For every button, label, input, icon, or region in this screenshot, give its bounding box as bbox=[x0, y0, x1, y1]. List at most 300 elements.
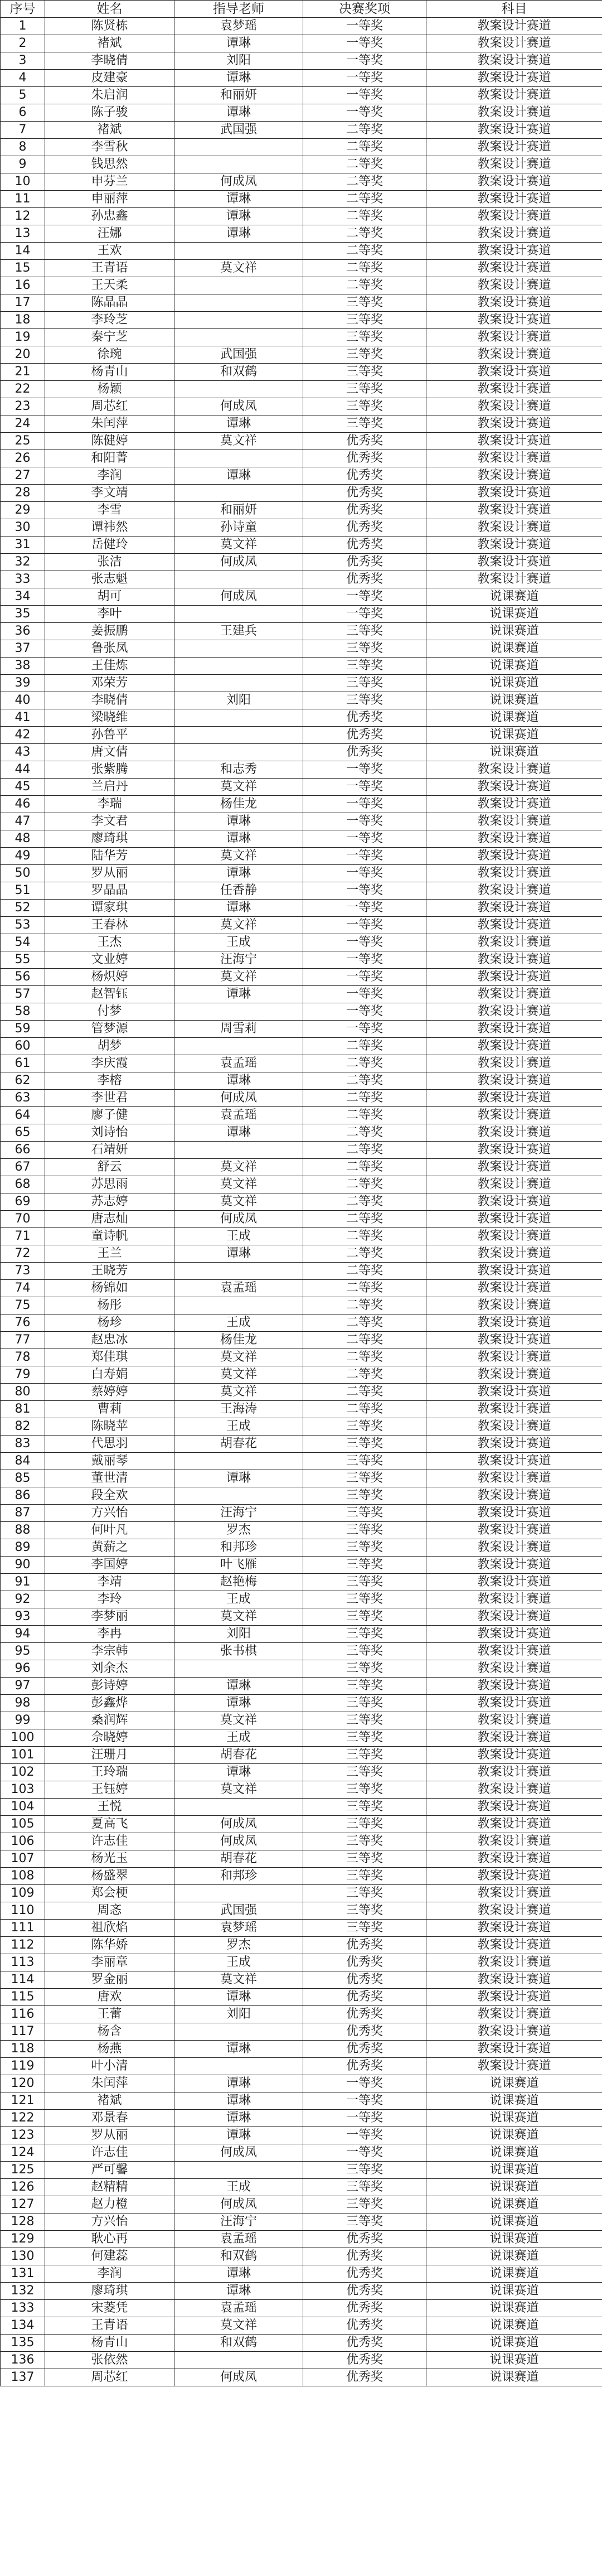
cell-name: 陈华娇 bbox=[45, 1937, 174, 1954]
cell-index: 78 bbox=[1, 1349, 45, 1366]
cell-name: 梁晓维 bbox=[45, 709, 174, 727]
cell-award: 优秀奖 bbox=[303, 2023, 426, 2041]
cell-advisor bbox=[174, 1799, 303, 1816]
cell-name: 文业婷 bbox=[45, 951, 174, 969]
cell-award: 一等奖 bbox=[303, 2110, 426, 2127]
cell-track: 教案设计赛道 bbox=[426, 415, 602, 433]
cell-track: 教案设计赛道 bbox=[426, 1833, 602, 1850]
cell-advisor bbox=[174, 744, 303, 761]
cell-advisor: 谭琳 bbox=[174, 467, 303, 485]
cell-track: 说课赛道 bbox=[426, 2127, 602, 2144]
cell-index: 59 bbox=[1, 1021, 45, 1038]
cell-index: 16 bbox=[1, 277, 45, 294]
cell-track: 教案设计赛道 bbox=[426, 848, 602, 865]
cell-advisor: 杨佳龙 bbox=[174, 1332, 303, 1349]
cell-index: 69 bbox=[1, 1193, 45, 1211]
cell-track: 教案设计赛道 bbox=[426, 35, 602, 52]
cell-award: 二等奖 bbox=[303, 1349, 426, 1366]
cell-award: 一等奖 bbox=[303, 813, 426, 830]
cell-name: 李文君 bbox=[45, 813, 174, 830]
table-row bbox=[1, 1142, 602, 1159]
cell-award: 优秀奖 bbox=[303, 571, 426, 588]
cell-track: 教案设计赛道 bbox=[426, 1937, 602, 1954]
cell-index: 51 bbox=[1, 882, 45, 900]
cell-advisor: 谭琳 bbox=[174, 1695, 303, 1712]
cell-name: 褚斌 bbox=[45, 35, 174, 52]
cell-award: 优秀奖 bbox=[303, 2248, 426, 2265]
cell-advisor: 刘阳 bbox=[174, 1626, 303, 1643]
cell-name: 李雪秋 bbox=[45, 139, 174, 156]
table-row bbox=[1, 1712, 602, 1729]
cell-award: 三等奖 bbox=[303, 1522, 426, 1539]
cell-advisor: 何成凤 bbox=[174, 1833, 303, 1850]
cell-index: 95 bbox=[1, 1643, 45, 1660]
table-row bbox=[1, 571, 602, 588]
cell-index: 21 bbox=[1, 364, 45, 381]
cell-track: 教案设计赛道 bbox=[426, 1660, 602, 1678]
cell-advisor: 何成凤 bbox=[174, 398, 303, 415]
cell-index: 124 bbox=[1, 2144, 45, 2162]
cell-track: 教案设计赛道 bbox=[426, 813, 602, 830]
cell-award: 一等奖 bbox=[303, 588, 426, 606]
cell-award: 三等奖 bbox=[303, 1868, 426, 1885]
cell-advisor: 谭琳 bbox=[174, 1764, 303, 1781]
table-body bbox=[1, 18, 602, 2386]
cell-index: 90 bbox=[1, 1557, 45, 1574]
table-row bbox=[1, 467, 602, 485]
cell-award: 二等奖 bbox=[303, 1297, 426, 1314]
table-row bbox=[1, 606, 602, 623]
table-row bbox=[1, 1781, 602, 1799]
cell-award: 三等奖 bbox=[303, 1505, 426, 1522]
table-row bbox=[1, 2369, 602, 2386]
table-row bbox=[1, 1574, 602, 1591]
cell-name: 赵智钰 bbox=[45, 986, 174, 1003]
cell-advisor: 袁孟瑶 bbox=[174, 1055, 303, 1072]
cell-advisor: 胡春花 bbox=[174, 1436, 303, 1453]
table-row bbox=[1, 139, 602, 156]
cell-index: 46 bbox=[1, 796, 45, 813]
cell-track: 说课赛道 bbox=[426, 2248, 602, 2265]
column-header-name: 姓名 bbox=[45, 1, 174, 18]
cell-index: 110 bbox=[1, 1902, 45, 1920]
cell-advisor bbox=[174, 1263, 303, 1280]
cell-index: 91 bbox=[1, 1574, 45, 1591]
cell-advisor bbox=[174, 1660, 303, 1678]
cell-name: 杨珍 bbox=[45, 1314, 174, 1332]
cell-advisor bbox=[174, 243, 303, 260]
cell-track: 教案设计赛道 bbox=[426, 796, 602, 813]
cell-index: 114 bbox=[1, 1971, 45, 1989]
cell-name: 王欢 bbox=[45, 243, 174, 260]
cell-award: 三等奖 bbox=[303, 692, 426, 709]
cell-index: 54 bbox=[1, 934, 45, 951]
table-row bbox=[1, 640, 602, 658]
cell-index: 63 bbox=[1, 1090, 45, 1107]
table-row bbox=[1, 1349, 602, 1366]
cell-advisor: 何成凤 bbox=[174, 2144, 303, 2162]
cell-track: 说课赛道 bbox=[426, 2179, 602, 2196]
cell-index: 94 bbox=[1, 1626, 45, 1643]
table-row bbox=[1, 1055, 602, 1072]
cell-track: 说课赛道 bbox=[426, 727, 602, 744]
cell-advisor: 莫文祥 bbox=[174, 1176, 303, 1193]
cell-index: 19 bbox=[1, 329, 45, 346]
cell-name: 何建蕊 bbox=[45, 2248, 174, 2265]
cell-index: 37 bbox=[1, 640, 45, 658]
cell-index: 22 bbox=[1, 381, 45, 398]
cell-track: 教案设计赛道 bbox=[426, 1643, 602, 1660]
table-row bbox=[1, 1522, 602, 1539]
cell-index: 118 bbox=[1, 2041, 45, 2058]
cell-award: 三等奖 bbox=[303, 1781, 426, 1799]
table-row bbox=[1, 277, 602, 294]
cell-track: 教案设计赛道 bbox=[426, 1487, 602, 1505]
table-row bbox=[1, 1384, 602, 1401]
cell-name: 邓荣芳 bbox=[45, 675, 174, 692]
table-row bbox=[1, 796, 602, 813]
cell-award: 三等奖 bbox=[303, 1747, 426, 1764]
cell-index: 36 bbox=[1, 623, 45, 640]
cell-award: 三等奖 bbox=[303, 1799, 426, 1816]
cell-name: 董世清 bbox=[45, 1470, 174, 1487]
cell-index: 100 bbox=[1, 1729, 45, 1747]
cell-advisor bbox=[174, 640, 303, 658]
cell-track: 教案设计赛道 bbox=[426, 1885, 602, 1902]
cell-track: 教案设计赛道 bbox=[426, 900, 602, 917]
cell-name: 钱思然 bbox=[45, 156, 174, 173]
cell-index: 105 bbox=[1, 1816, 45, 1833]
cell-name: 廖琦琪 bbox=[45, 2283, 174, 2300]
table-row bbox=[1, 882, 602, 900]
cell-track: 教案设计赛道 bbox=[426, 2041, 602, 2058]
cell-award: 三等奖 bbox=[303, 1660, 426, 1678]
cell-advisor: 王成 bbox=[174, 1418, 303, 1436]
cell-index: 117 bbox=[1, 2023, 45, 2041]
table-row bbox=[1, 381, 602, 398]
cell-name: 刘余杰 bbox=[45, 1660, 174, 1678]
cell-name: 夏高飞 bbox=[45, 1816, 174, 1833]
cell-award: 三等奖 bbox=[303, 1885, 426, 1902]
cell-award: 三等奖 bbox=[303, 1678, 426, 1695]
cell-name: 褚斌 bbox=[45, 2092, 174, 2110]
cell-advisor bbox=[174, 571, 303, 588]
table-row bbox=[1, 1487, 602, 1505]
table-row bbox=[1, 537, 602, 554]
table-row bbox=[1, 2006, 602, 2023]
cell-index: 6 bbox=[1, 104, 45, 122]
cell-index: 38 bbox=[1, 658, 45, 675]
cell-advisor: 谭琳 bbox=[174, 2265, 303, 2283]
cell-advisor: 谭琳 bbox=[174, 986, 303, 1003]
cell-advisor: 莫文祥 bbox=[174, 779, 303, 796]
cell-name: 朱闰萍 bbox=[45, 2075, 174, 2092]
cell-name: 李庆霞 bbox=[45, 1055, 174, 1072]
cell-award: 二等奖 bbox=[303, 1055, 426, 1072]
cell-advisor bbox=[174, 1038, 303, 1055]
table-row bbox=[1, 2075, 602, 2092]
cell-advisor: 王成 bbox=[174, 934, 303, 951]
cell-name: 白寿娟 bbox=[45, 1366, 174, 1384]
cell-track: 说课赛道 bbox=[426, 709, 602, 727]
cell-name: 陈贤栋 bbox=[45, 18, 174, 35]
cell-advisor: 汪海宁 bbox=[174, 951, 303, 969]
cell-advisor: 谭琳 bbox=[174, 865, 303, 882]
table-row bbox=[1, 1937, 602, 1954]
cell-track: 说课赛道 bbox=[426, 2110, 602, 2127]
table-row bbox=[1, 1211, 602, 1228]
cell-track: 教案设计赛道 bbox=[426, 1038, 602, 1055]
table-row bbox=[1, 1747, 602, 1764]
cell-advisor bbox=[174, 329, 303, 346]
cell-name: 彭诗婷 bbox=[45, 1678, 174, 1695]
cell-index: 67 bbox=[1, 1159, 45, 1176]
cell-name: 皮建豪 bbox=[45, 70, 174, 87]
cell-name: 周芯红 bbox=[45, 2369, 174, 2386]
table-row bbox=[1, 1868, 602, 1885]
cell-advisor: 莫文祥 bbox=[174, 433, 303, 450]
cell-index: 15 bbox=[1, 260, 45, 277]
cell-award: 二等奖 bbox=[303, 122, 426, 139]
cell-index: 76 bbox=[1, 1314, 45, 1332]
cell-advisor: 何成凤 bbox=[174, 173, 303, 191]
cell-advisor: 莫文祥 bbox=[174, 1159, 303, 1176]
table-row bbox=[1, 1470, 602, 1487]
cell-award: 一等奖 bbox=[303, 52, 426, 70]
cell-name: 申芬兰 bbox=[45, 173, 174, 191]
cell-track: 说课赛道 bbox=[426, 2369, 602, 2386]
cell-award: 二等奖 bbox=[303, 191, 426, 208]
table-row bbox=[1, 2317, 602, 2335]
cell-index: 96 bbox=[1, 1660, 45, 1678]
cell-award: 二等奖 bbox=[303, 1314, 426, 1332]
cell-advisor: 何成凤 bbox=[174, 554, 303, 571]
cell-index: 35 bbox=[1, 606, 45, 623]
cell-track: 教案设计赛道 bbox=[426, 173, 602, 191]
cell-index: 131 bbox=[1, 2265, 45, 2283]
table-row bbox=[1, 208, 602, 225]
cell-track: 教案设计赛道 bbox=[426, 18, 602, 35]
cell-advisor: 莫文祥 bbox=[174, 1349, 303, 1366]
cell-advisor: 谭琳 bbox=[174, 2110, 303, 2127]
cell-track: 说课赛道 bbox=[426, 640, 602, 658]
cell-name: 秦宁芝 bbox=[45, 329, 174, 346]
cell-track: 教案设计赛道 bbox=[426, 2023, 602, 2041]
table-row bbox=[1, 398, 602, 415]
cell-track: 教案设计赛道 bbox=[426, 450, 602, 467]
cell-advisor: 谭琳 bbox=[174, 191, 303, 208]
cell-track: 教案设计赛道 bbox=[426, 87, 602, 104]
cell-award: 一等奖 bbox=[303, 87, 426, 104]
table-row bbox=[1, 692, 602, 709]
cell-index: 64 bbox=[1, 1107, 45, 1124]
cell-award: 三等奖 bbox=[303, 1487, 426, 1505]
cell-advisor: 王海涛 bbox=[174, 1401, 303, 1418]
table-row bbox=[1, 1193, 602, 1211]
cell-award: 三等奖 bbox=[303, 1539, 426, 1557]
table-row bbox=[1, 2092, 602, 2110]
table-row bbox=[1, 2110, 602, 2127]
cell-advisor: 莫文祥 bbox=[174, 2317, 303, 2335]
cell-name: 王悦 bbox=[45, 1799, 174, 1816]
cell-name: 杨锦如 bbox=[45, 1280, 174, 1297]
table-row bbox=[1, 1626, 602, 1643]
cell-advisor: 和双鹤 bbox=[174, 2335, 303, 2352]
table-row bbox=[1, 433, 602, 450]
cell-index: 107 bbox=[1, 1850, 45, 1868]
cell-advisor: 刘阳 bbox=[174, 692, 303, 709]
cell-award: 二等奖 bbox=[303, 1384, 426, 1401]
table-row bbox=[1, 485, 602, 502]
cell-award: 三等奖 bbox=[303, 1643, 426, 1660]
cell-advisor: 和双鹤 bbox=[174, 364, 303, 381]
cell-award: 三等奖 bbox=[303, 1920, 426, 1937]
cell-advisor: 王成 bbox=[174, 1314, 303, 1332]
cell-index: 26 bbox=[1, 450, 45, 467]
table-row bbox=[1, 969, 602, 986]
cell-advisor: 莫文祥 bbox=[174, 260, 303, 277]
cell-name: 胡梦 bbox=[45, 1038, 174, 1055]
cell-track: 教案设计赛道 bbox=[426, 1124, 602, 1142]
cell-track: 教案设计赛道 bbox=[426, 52, 602, 70]
table-row bbox=[1, 623, 602, 640]
cell-track: 说课赛道 bbox=[426, 2196, 602, 2213]
cell-track: 教案设计赛道 bbox=[426, 2058, 602, 2075]
cell-award: 一等奖 bbox=[303, 1003, 426, 1021]
cell-award: 一等奖 bbox=[303, 830, 426, 848]
cell-advisor: 谭琳 bbox=[174, 2283, 303, 2300]
cell-name: 郑佳琪 bbox=[45, 1349, 174, 1366]
cell-award: 一等奖 bbox=[303, 986, 426, 1003]
cell-name: 刘诗怡 bbox=[45, 1124, 174, 1142]
cell-advisor: 谭琳 bbox=[174, 1989, 303, 2006]
cell-advisor: 谭琳 bbox=[174, 1470, 303, 1487]
cell-award: 三等奖 bbox=[303, 1418, 426, 1436]
cell-award: 一等奖 bbox=[303, 18, 426, 35]
cell-advisor: 谭琳 bbox=[174, 2075, 303, 2092]
table-row bbox=[1, 225, 602, 243]
table-row bbox=[1, 2300, 602, 2317]
cell-award: 一等奖 bbox=[303, 848, 426, 865]
cell-advisor: 何成凤 bbox=[174, 2196, 303, 2213]
cell-name: 王青语 bbox=[45, 2317, 174, 2335]
cell-track: 教案设计赛道 bbox=[426, 485, 602, 502]
table-row bbox=[1, 156, 602, 173]
table-row bbox=[1, 1436, 602, 1453]
cell-track: 教案设计赛道 bbox=[426, 381, 602, 398]
cell-name: 戴丽琴 bbox=[45, 1453, 174, 1470]
cell-name: 杨盛翠 bbox=[45, 1868, 174, 1885]
cell-award: 三等奖 bbox=[303, 415, 426, 433]
cell-advisor bbox=[174, 727, 303, 744]
cell-award: 一等奖 bbox=[303, 865, 426, 882]
cell-track: 教案设计赛道 bbox=[426, 1384, 602, 1401]
cell-name: 苏思雨 bbox=[45, 1176, 174, 1193]
cell-name: 褚斌 bbox=[45, 122, 174, 139]
cell-index: 12 bbox=[1, 208, 45, 225]
cell-advisor: 何成凤 bbox=[174, 1211, 303, 1228]
cell-track: 教案设计赛道 bbox=[426, 139, 602, 156]
table-row bbox=[1, 658, 602, 675]
cell-track: 教案设计赛道 bbox=[426, 830, 602, 848]
cell-track: 教案设计赛道 bbox=[426, 1107, 602, 1124]
cell-advisor: 何成凤 bbox=[174, 2369, 303, 2386]
cell-index: 30 bbox=[1, 519, 45, 537]
table-row bbox=[1, 1989, 602, 2006]
cell-index: 104 bbox=[1, 1799, 45, 1816]
cell-name: 段全欢 bbox=[45, 1487, 174, 1505]
table-row bbox=[1, 813, 602, 830]
table-row bbox=[1, 709, 602, 727]
cell-track: 教案设计赛道 bbox=[426, 571, 602, 588]
cell-track: 说课赛道 bbox=[426, 675, 602, 692]
cell-award: 一等奖 bbox=[303, 2127, 426, 2144]
cell-award: 三等奖 bbox=[303, 294, 426, 312]
cell-advisor: 何成凤 bbox=[174, 1816, 303, 1833]
cell-name: 张洁 bbox=[45, 554, 174, 571]
cell-index: 65 bbox=[1, 1124, 45, 1142]
cell-advisor bbox=[174, 2352, 303, 2369]
table-row bbox=[1, 934, 602, 951]
cell-track: 教案设计赛道 bbox=[426, 1902, 602, 1920]
cell-name: 王玲瑞 bbox=[45, 1764, 174, 1781]
table-row bbox=[1, 1816, 602, 1833]
cell-index: 83 bbox=[1, 1436, 45, 1453]
cell-award: 二等奖 bbox=[303, 1401, 426, 1418]
cell-index: 40 bbox=[1, 692, 45, 709]
cell-advisor: 莫文祥 bbox=[174, 1781, 303, 1799]
cell-advisor bbox=[174, 1453, 303, 1470]
table-row bbox=[1, 2213, 602, 2231]
table-row bbox=[1, 1971, 602, 1989]
table-row bbox=[1, 2058, 602, 2075]
cell-index: 3 bbox=[1, 52, 45, 70]
cell-index: 120 bbox=[1, 2075, 45, 2092]
cell-advisor: 谭琳 bbox=[174, 2092, 303, 2110]
cell-name: 王天柔 bbox=[45, 277, 174, 294]
cell-advisor: 谭琳 bbox=[174, 830, 303, 848]
cell-index: 112 bbox=[1, 1937, 45, 1954]
table-row bbox=[1, 329, 602, 346]
cell-name: 童诗帆 bbox=[45, 1228, 174, 1245]
cell-award: 三等奖 bbox=[303, 1729, 426, 1747]
cell-name: 廖子健 bbox=[45, 1107, 174, 1124]
cell-track: 教案设计赛道 bbox=[426, 1608, 602, 1626]
cell-advisor bbox=[174, 156, 303, 173]
table-row bbox=[1, 2144, 602, 2162]
cell-award: 一等奖 bbox=[303, 951, 426, 969]
cell-track: 教案设计赛道 bbox=[426, 1418, 602, 1436]
cell-track: 教案设计赛道 bbox=[426, 208, 602, 225]
cell-advisor bbox=[174, 2058, 303, 2075]
cell-track: 说课赛道 bbox=[426, 2231, 602, 2248]
cell-award: 三等奖 bbox=[303, 329, 426, 346]
cell-index: 50 bbox=[1, 865, 45, 882]
cell-advisor: 孙诗童 bbox=[174, 519, 303, 537]
cell-track: 说课赛道 bbox=[426, 2265, 602, 2283]
cell-advisor: 王成 bbox=[174, 1591, 303, 1608]
cell-advisor: 莫文祥 bbox=[174, 1366, 303, 1384]
table-row bbox=[1, 1902, 602, 1920]
table-row bbox=[1, 52, 602, 70]
cell-award: 优秀奖 bbox=[303, 1954, 426, 1971]
cell-advisor: 谭琳 bbox=[174, 1678, 303, 1695]
cell-index: 11 bbox=[1, 191, 45, 208]
cell-index: 102 bbox=[1, 1764, 45, 1781]
table-row bbox=[1, 761, 602, 779]
cell-track: 教案设计赛道 bbox=[426, 1436, 602, 1453]
cell-track: 教案设计赛道 bbox=[426, 1228, 602, 1245]
